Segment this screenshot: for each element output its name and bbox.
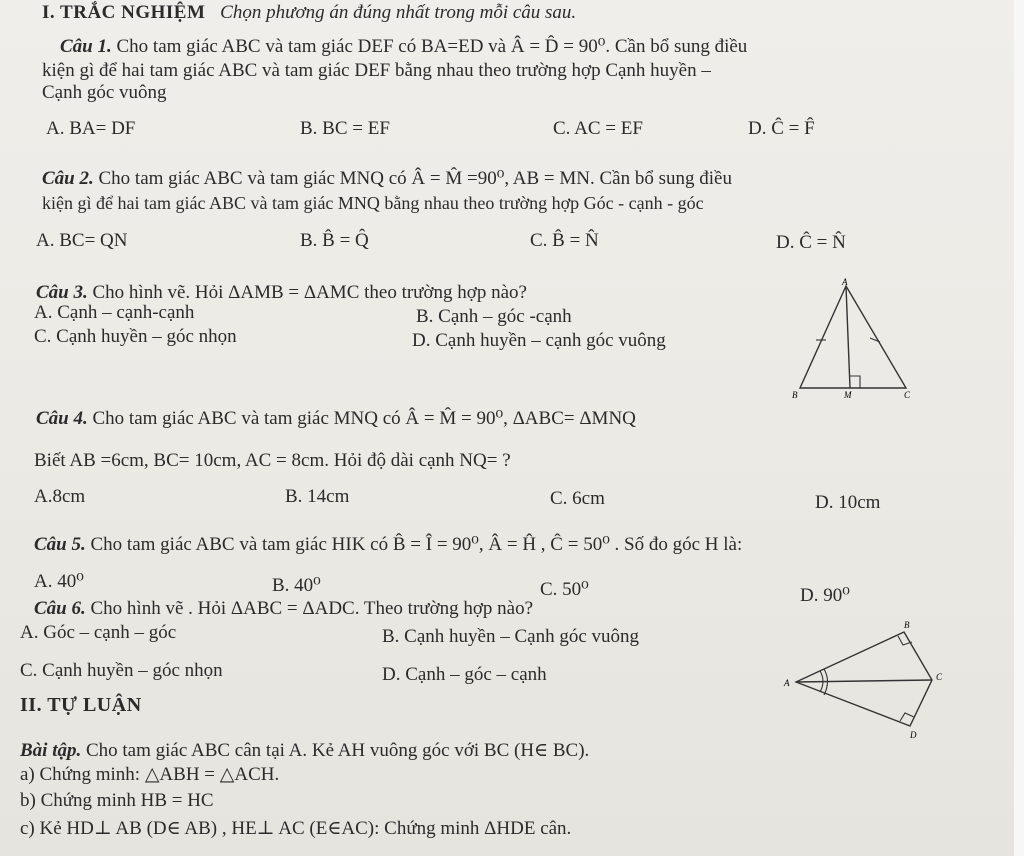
q3-label-c: C (904, 390, 911, 400)
q6-right-angle-d (900, 713, 914, 721)
exercise-part-a: a) Chứng minh: △ABH = △ACH. (20, 764, 280, 785)
q3-option-b: B. Cạnh – góc -cạnh (416, 306, 572, 327)
q6-quadrilateral-figure (780, 618, 960, 740)
q6-label-c: C (936, 672, 943, 682)
q4-text-2: Biết AB =6cm, BC= 10cm, AC = 8cm. Hỏi độ dài cạnh NQ= ? (34, 450, 511, 471)
q3-label-m: M (844, 390, 852, 400)
q5-line-1 (34, 534, 742, 556)
q3-right-angle-mark (850, 376, 860, 388)
q2-text-2: kiện gì để hai tam giác ABC và tam giác MNQ bằng nhau theo trường hợp Góc - cạnh - góc (42, 193, 704, 213)
q1-line-1 (60, 36, 747, 58)
section-2-heading: II. TỰ LUẬN (20, 694, 142, 716)
q1-text-1: Cho tam giác ABC và tam giác DEF có BA=ED và Â = D̂ = 90⁰. Cần bổ sung điều (116, 36, 748, 57)
q1-text-2: kiện gì để hai tam giác ABC và tam giác DEF bằng nhau theo trường hợp Cạnh huyền – (42, 60, 711, 81)
q3-label-a: A (842, 277, 848, 287)
q5-option-b: B. 40⁰ (272, 575, 321, 596)
q6-label-b: B (904, 620, 910, 630)
q3-option-d: D. Cạnh huyền – cạnh góc vuông (412, 330, 666, 351)
q2-label: Câu 2. (42, 168, 94, 189)
q3-option-c: C. Cạnh huyền – góc nhọn (34, 326, 237, 347)
q6-quadrilateral-abcd (796, 632, 932, 726)
q3-line-1 (36, 282, 527, 304)
q1-option-b: B. BC = EF (300, 118, 390, 139)
q3-triangle-abc (800, 286, 906, 388)
q1-option-c: C. AC = EF (553, 118, 643, 139)
q4-option-b: B. 14cm (285, 486, 350, 507)
q4-option-d: D. 10cm (815, 492, 881, 513)
q2-option-c: C. B̂ = N̂ (530, 230, 599, 251)
q2-line-1 (42, 168, 732, 190)
page-edge (1014, 0, 1024, 856)
q1-option-a: A. BA= DF (46, 118, 136, 139)
q5-option-d: D. 90⁰ (800, 585, 850, 606)
q1-label: Câu 1. (60, 36, 112, 57)
exercise-line-1 (20, 740, 589, 762)
q6-segment-ac (796, 680, 932, 682)
q2-option-d: D. Ĉ = N̂ (776, 232, 846, 253)
section-1-heading: I. TRẮC NGHIỆM (42, 2, 206, 23)
q4-option-a: A.8cm (34, 486, 86, 507)
q5-option-a: A. 40⁰ (34, 571, 84, 592)
exercise-label: Bài tập. (20, 740, 82, 761)
q1-option-d: D. Ĉ = F̂ (748, 118, 815, 139)
q5-label: Câu 5. (34, 534, 86, 555)
q4-text-1: Cho tam giác ABC và tam giác MNQ có Â = M̂ = 90⁰, ΔABC= ΔMNQ (92, 408, 636, 429)
q5-text-1: Cho tam giác ABC và tam giác HIK có B̂ = Î = 90⁰, Â = Ĥ , Ĉ = 50⁰ . Số đo góc H là: (90, 534, 743, 555)
q1-text-3: Cạnh góc vuông (42, 82, 167, 103)
q6-text-1: Cho hình vẽ . Hỏi ΔABC = ΔADC. Theo trường hợp nào? (90, 598, 534, 619)
q3-label: Câu 3. (36, 282, 88, 303)
q6-option-b: B. Cạnh huyền – Cạnh góc vuông (382, 626, 640, 647)
section-1-instruction: Chọn phương án đúng nhất trong mỗi câu sau. (220, 2, 577, 23)
q3-text-1: Cho hình vẽ. Hỏi ΔAMB = ΔAMC theo trường hợp nào? (92, 282, 527, 303)
exercise-text-1: Cho tam giác ABC cân tại A. Kẻ AH vuông góc với BC (H∈ BC). (85, 740, 590, 761)
q6-option-c: C. Cạnh huyền – góc nhọn (20, 660, 223, 681)
q2-text-1: Cho tam giác ABC và tam giác MNQ có Â = M̂ =90⁰, AB = MN. Cần bổ sung điều (98, 168, 732, 189)
q2-option-b: B. B̂ = Q̂ (300, 230, 369, 251)
exercise-part-b: b) Chứng minh HB = HC (20, 790, 214, 811)
q3-option-a: A. Cạnh – cạnh-cạnh (34, 302, 195, 323)
section-1-header (42, 2, 576, 24)
q6-label-d: D (910, 730, 917, 740)
q3-label-b: B (792, 390, 798, 400)
q6-label-a: A (784, 678, 790, 688)
q6-option-d: D. Cạnh – góc – cạnh (382, 664, 547, 685)
q2-option-a: A. BC= QN (36, 230, 128, 251)
exercise-part-c: c) Kẻ HD⊥ AB (D∈ AB) , HE⊥ AC (E∈AC): Chứng minh ΔHDE cân. (20, 818, 572, 839)
q6-label: Câu 6. (34, 598, 86, 619)
q4-option-c: C. 6cm (550, 488, 605, 509)
q6-right-angle-b (898, 636, 912, 645)
q5-option-c: C. 50⁰ (540, 579, 589, 600)
q3-segment-am (846, 286, 850, 388)
q6-line-1 (34, 598, 533, 620)
q4-label: Câu 4. (36, 408, 88, 429)
q6-option-a: A. Góc – cạnh – góc (20, 622, 177, 643)
q3-triangle-figure (780, 276, 920, 404)
q4-line-1 (36, 408, 636, 430)
